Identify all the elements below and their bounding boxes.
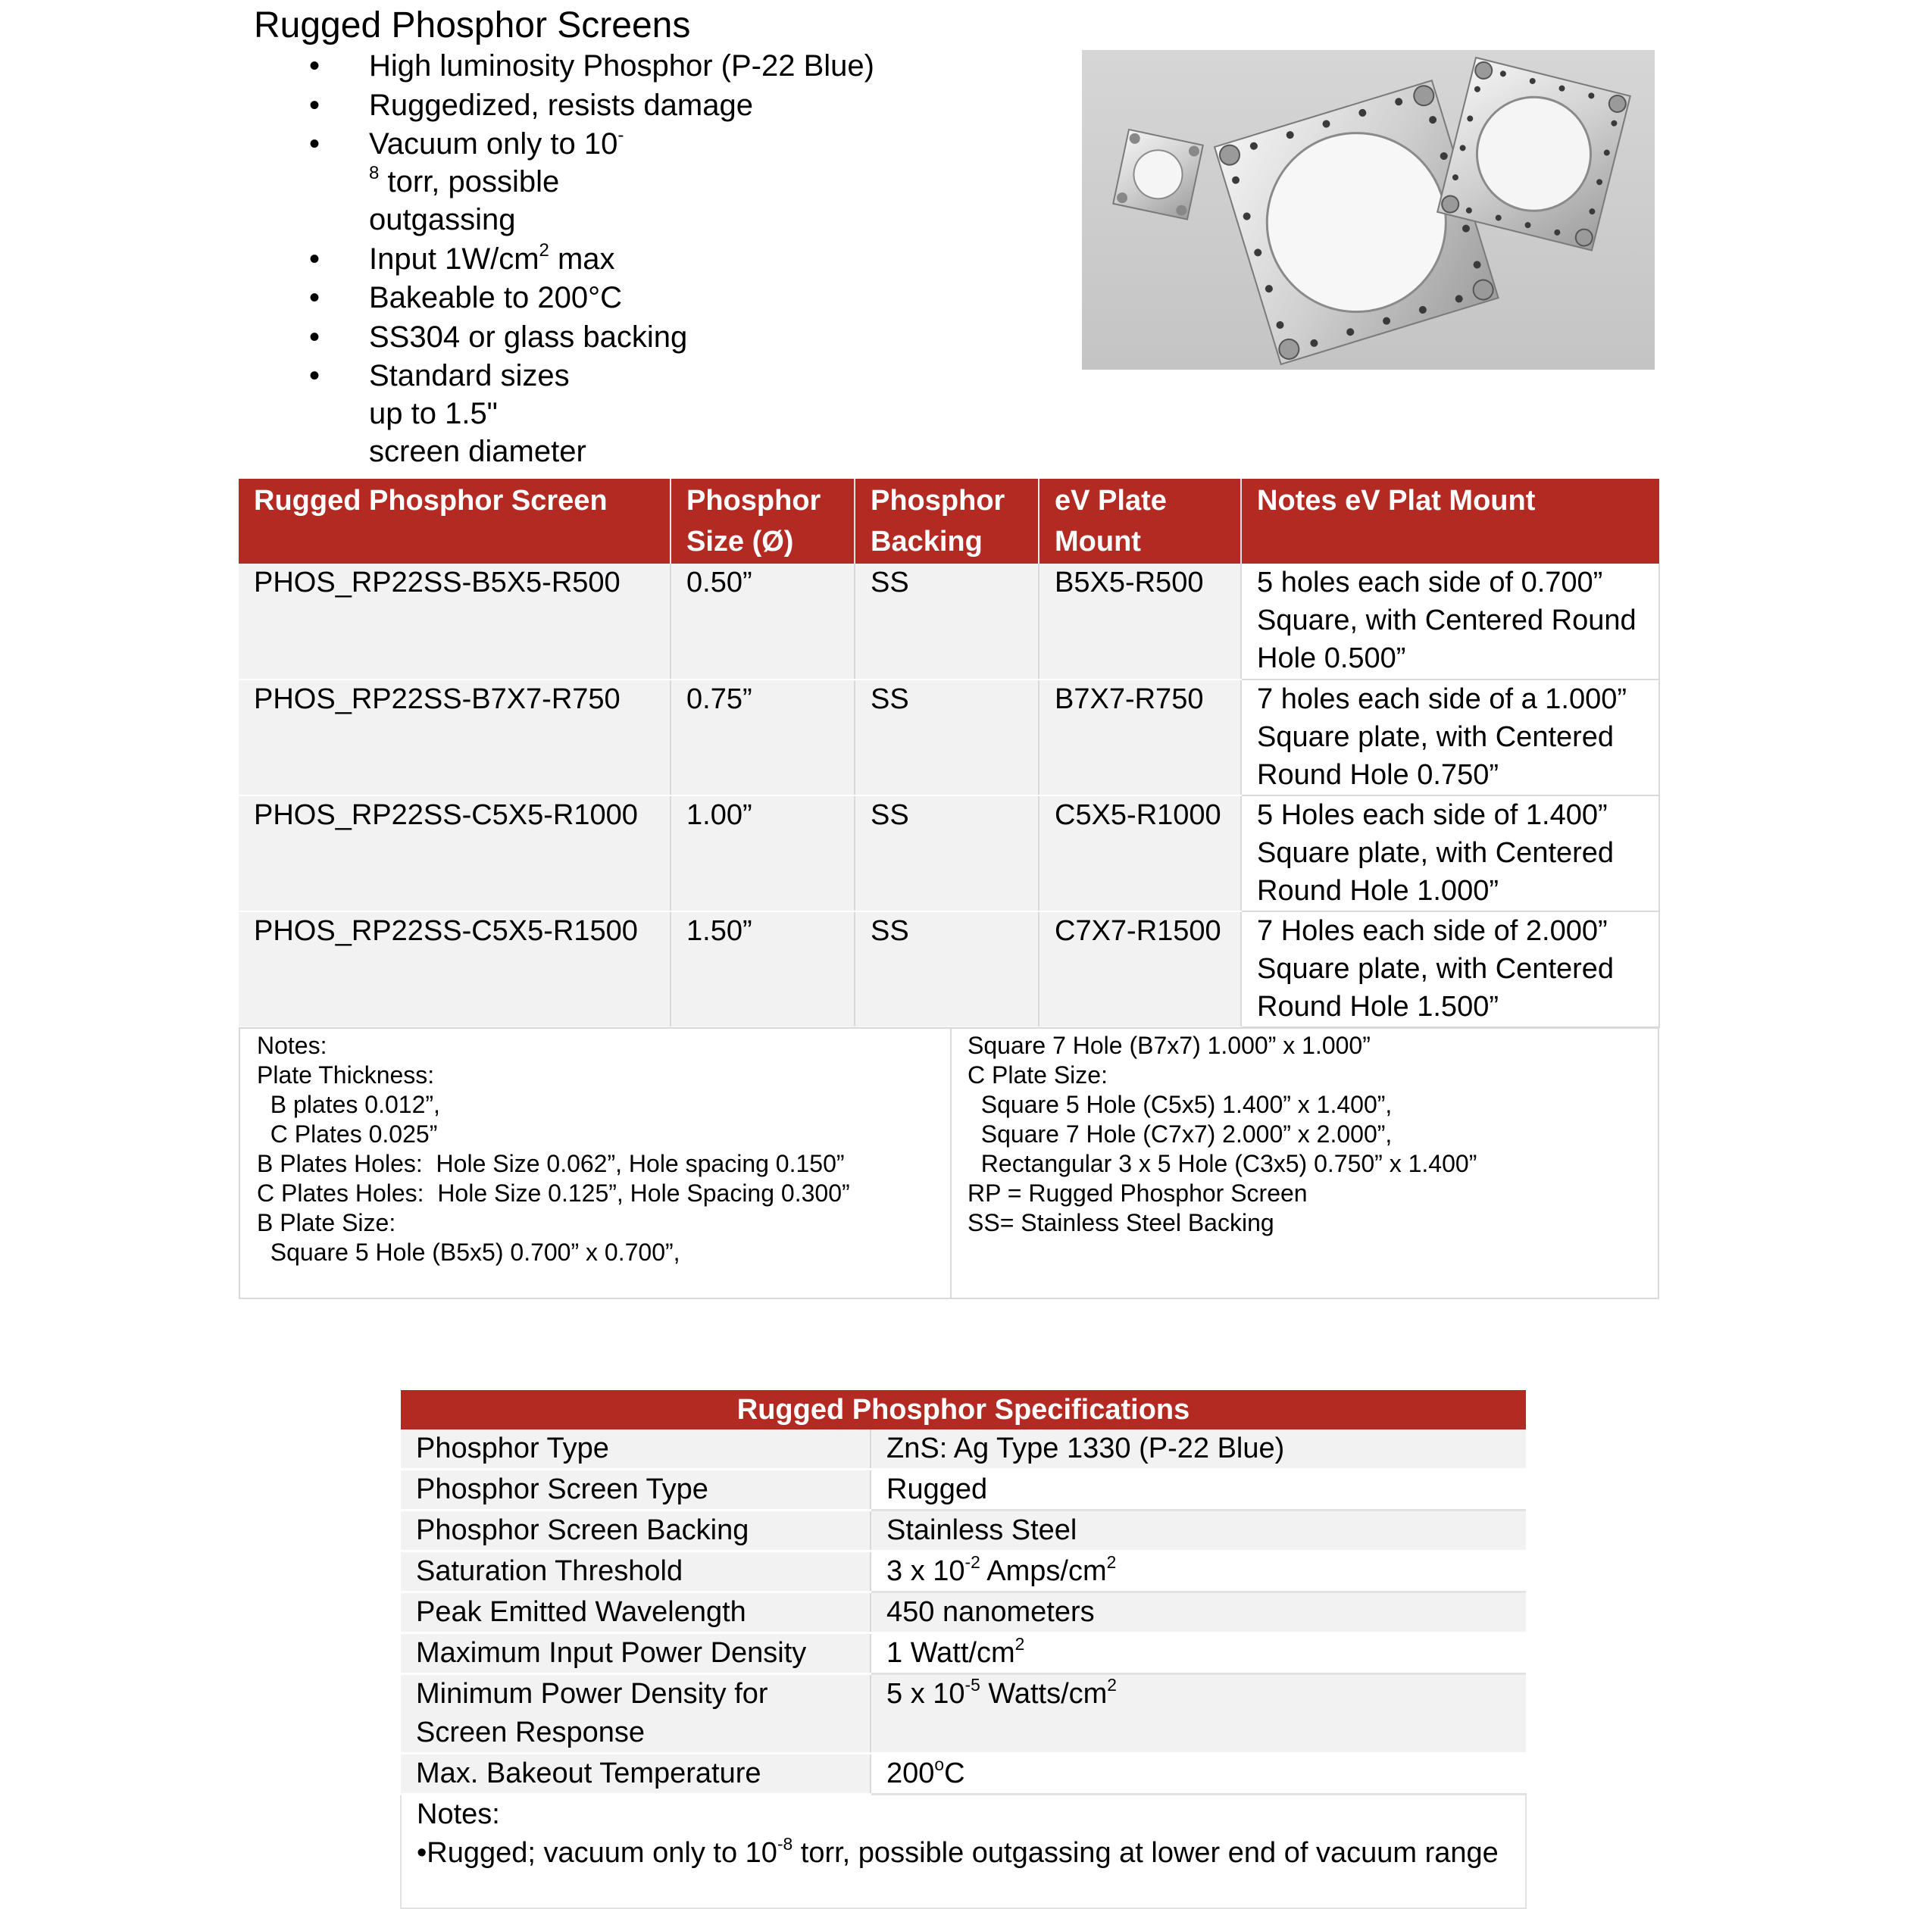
note-line: C Plate Size: bbox=[968, 1061, 1108, 1089]
feature-superscript: 2 bbox=[539, 239, 549, 261]
spec-value bbox=[871, 1511, 1526, 1551]
spec-row bbox=[401, 1633, 1526, 1674]
note-line: SS= Stainless Steel Backing bbox=[968, 1209, 1274, 1236]
feature-list bbox=[0, 47, 1000, 472]
size-cell: 1.00” bbox=[671, 795, 855, 911]
feature-text: Standard sizes up to 1.5" screen diameter bbox=[369, 359, 586, 468]
spec-row bbox=[401, 1511, 1526, 1551]
note-line: B Plates Holes: Hole Size 0.062”, Hole spacing 0.150” bbox=[257, 1150, 845, 1177]
spec-row bbox=[401, 1551, 1526, 1592]
feature-text-suffix: max bbox=[549, 242, 615, 276]
spec-value-suffix: Amps/cm bbox=[980, 1555, 1107, 1587]
note-line: Plate Thickness: bbox=[257, 1061, 435, 1089]
mount-cell: C7X7-R1500 bbox=[1039, 911, 1241, 1027]
note-line: Square 7 Hole (C7x7) 2.000” x 2.000”, bbox=[968, 1120, 1393, 1148]
spec-value bbox=[871, 1429, 1526, 1470]
plate-notes bbox=[239, 1027, 1659, 1299]
product-photo bbox=[1082, 50, 1655, 370]
spec-note-pre: •Rugged; vacuum only to 10 bbox=[417, 1837, 777, 1869]
spec-value-text: Stainless Steel bbox=[886, 1514, 1077, 1546]
size-cell: 0.75” bbox=[671, 680, 855, 795]
note-line: RP = Rugged Phosphor Screen bbox=[968, 1179, 1308, 1207]
note-line: Square 7 Hole (B7x7) 1.000” x 1.000” bbox=[968, 1032, 1371, 1059]
spec-value bbox=[871, 1551, 1526, 1592]
part-number-cell: PHOS_RP22SS-C5X5-R1000 bbox=[239, 795, 671, 911]
spec-row bbox=[401, 1754, 1526, 1795]
spec-notes-row bbox=[401, 1795, 1526, 1909]
spec-value bbox=[871, 1592, 1526, 1633]
column-header: eV Plate Mount bbox=[1039, 479, 1241, 564]
backing-cell: SS bbox=[855, 795, 1039, 911]
feature-text: SS304 or glass backing bbox=[369, 320, 688, 354]
backing-cell: SS bbox=[855, 680, 1039, 795]
spec-value bbox=[871, 1674, 1526, 1754]
feature-item bbox=[0, 318, 1000, 356]
spec-row bbox=[401, 1470, 1526, 1511]
feature-text: Ruggedized, resists damage bbox=[369, 88, 753, 122]
table-header-row bbox=[239, 479, 1659, 564]
column-header: Notes eV Plat Mount bbox=[1241, 479, 1659, 564]
spec-label: Saturation Threshold bbox=[401, 1551, 871, 1592]
spec-value-suffix: C bbox=[944, 1757, 965, 1789]
spec-superscript: -2 bbox=[964, 1552, 980, 1573]
table-row bbox=[239, 564, 1659, 680]
bullet-icon: • bbox=[309, 88, 320, 122]
spec-row bbox=[401, 1674, 1526, 1754]
feature-item bbox=[0, 86, 1000, 124]
spec-value-text: 450 nanometers bbox=[886, 1596, 1095, 1628]
bullet-icon: • bbox=[309, 127, 320, 161]
spec-notes-label: Notes: bbox=[417, 1798, 500, 1830]
table-row bbox=[239, 795, 1659, 911]
part-number-cell: PHOS_RP22SS-B7X7-R750 bbox=[239, 680, 671, 795]
spec-superscript: o bbox=[934, 1754, 945, 1775]
backing-cell: SS bbox=[855, 564, 1039, 680]
notes-cell: 5 Holes each side of 1.400” Square plate, with Centered Round Hole 1.000” bbox=[1241, 795, 1659, 911]
notes-divider bbox=[950, 1029, 952, 1298]
page-title: Rugged Phosphor Screens bbox=[254, 5, 691, 45]
spec-value-text: ZnS: Ag Type 1330 (P-22 Blue) bbox=[886, 1433, 1285, 1464]
spec-value-text: 3 x 10 bbox=[886, 1555, 965, 1587]
spec-superscript: 2 bbox=[1014, 1634, 1025, 1654]
bullet-icon: • bbox=[309, 320, 320, 354]
spec-note-post: torr, possible outgassing at lower end of vacuum range bbox=[792, 1837, 1499, 1869]
note-line: Notes: bbox=[257, 1032, 327, 1059]
spec-value bbox=[871, 1754, 1526, 1795]
spec-label: Phosphor Screen Type bbox=[401, 1470, 871, 1511]
feature-text: Input 1W/cm bbox=[369, 242, 539, 276]
feature-superscript: -8 bbox=[369, 125, 624, 184]
spec-row bbox=[401, 1592, 1526, 1633]
spec-note-superscript: -8 bbox=[777, 1834, 793, 1854]
spec-label: Max. Bakeout Temperature bbox=[401, 1754, 871, 1795]
spec-label: Phosphor Screen Backing bbox=[401, 1511, 871, 1551]
spec-notes bbox=[401, 1795, 1526, 1909]
mount-cell: B7X7-R750 bbox=[1039, 680, 1241, 795]
spec-value-suffix: Watts/cm bbox=[980, 1678, 1108, 1710]
mount-cell: C5X5-R1000 bbox=[1039, 795, 1241, 911]
spec-superscript: -5 bbox=[964, 1675, 980, 1695]
spec-value bbox=[871, 1633, 1526, 1674]
note-line: C Plates Holes: Hole Size 0.125”, Hole Spacing 0.300” bbox=[257, 1179, 850, 1207]
spec-superscript: 2 bbox=[1106, 1552, 1117, 1573]
feature-item bbox=[0, 240, 1000, 278]
note-line: Square 5 Hole (C5x5) 1.400” x 1.400”, bbox=[968, 1091, 1393, 1118]
notes-cell: 7 holes each side of a 1.000” Square plate, with Centered Round Hole 0.750” bbox=[1241, 680, 1659, 795]
bullet-icon: • bbox=[309, 359, 320, 392]
part-number-cell: PHOS_RP22SS-B5X5-R500 bbox=[239, 564, 671, 680]
spec-superscript: 2 bbox=[1107, 1675, 1117, 1695]
bullet-icon: • bbox=[309, 281, 320, 314]
feature-item bbox=[0, 357, 596, 470]
backing-cell: SS bbox=[855, 911, 1039, 1027]
column-header: Phosphor Backing bbox=[855, 479, 1039, 564]
note-line: Rectangular 3 x 5 Hole (C3x5) 0.750” x 1.400” bbox=[968, 1150, 1477, 1177]
note-line: Square 5 Hole (B5x5) 0.700” x 0.700”, bbox=[257, 1239, 680, 1266]
note-line: B Plate Size: bbox=[257, 1209, 396, 1236]
plate-notes-left bbox=[257, 1031, 939, 1267]
spec-note-text bbox=[417, 1834, 1510, 1873]
spec-label: Maximum Input Power Density bbox=[401, 1633, 871, 1674]
note-line: B plates 0.012”, bbox=[257, 1091, 440, 1118]
bullet-icon: • bbox=[309, 49, 320, 83]
column-header: Rugged Phosphor Screen bbox=[239, 479, 671, 564]
spec-label: Minimum Power Density for Screen Response bbox=[401, 1674, 871, 1754]
table-row bbox=[239, 680, 1659, 795]
feature-text: Bakeable to 200°C bbox=[369, 281, 623, 314]
feature-text: High luminosity Phosphor (P-22 Blue) bbox=[369, 49, 874, 83]
mount-cell: B5X5-R500 bbox=[1039, 564, 1241, 680]
feature-item bbox=[0, 125, 627, 239]
spec-label: Peak Emitted Wavelength bbox=[401, 1592, 871, 1633]
feature-item bbox=[0, 47, 1000, 85]
part-number-cell: PHOS_RP22SS-C5X5-R1500 bbox=[239, 911, 671, 1027]
spec-value-text: 1 Watt/cm bbox=[886, 1637, 1015, 1669]
feature-text: Vacuum only to 10 bbox=[369, 127, 618, 161]
size-cell: 0.50” bbox=[671, 564, 855, 680]
spec-value-text: 5 x 10 bbox=[886, 1678, 965, 1710]
specs-table bbox=[400, 1390, 1527, 1909]
feature-text-suffix: torr, possible outgassing bbox=[369, 165, 560, 236]
spec-value bbox=[871, 1470, 1526, 1511]
products-table bbox=[239, 479, 1660, 1028]
spec-value-text: Rugged bbox=[886, 1473, 988, 1505]
notes-cell: 5 holes each side of 0.700” Square, with Centered Round Hole 0.500” bbox=[1241, 564, 1659, 680]
spec-value-text: 200 bbox=[886, 1757, 935, 1789]
notes-cell: 7 Holes each side of 2.000” Square plate, with Centered Round Hole 1.500” bbox=[1241, 911, 1659, 1027]
plate-notes-right bbox=[968, 1031, 1649, 1238]
spec-label: Phosphor Type bbox=[401, 1429, 871, 1470]
specs-title: Rugged Phosphor Specifications bbox=[401, 1390, 1526, 1429]
column-header: Phosphor Size (Ø) bbox=[671, 479, 855, 564]
feature-item bbox=[0, 279, 1000, 317]
bullet-icon: • bbox=[309, 242, 320, 276]
size-cell: 1.50” bbox=[671, 911, 855, 1027]
table-row bbox=[239, 911, 1659, 1027]
spec-row bbox=[401, 1429, 1526, 1470]
note-line: C Plates 0.025” bbox=[257, 1120, 438, 1148]
